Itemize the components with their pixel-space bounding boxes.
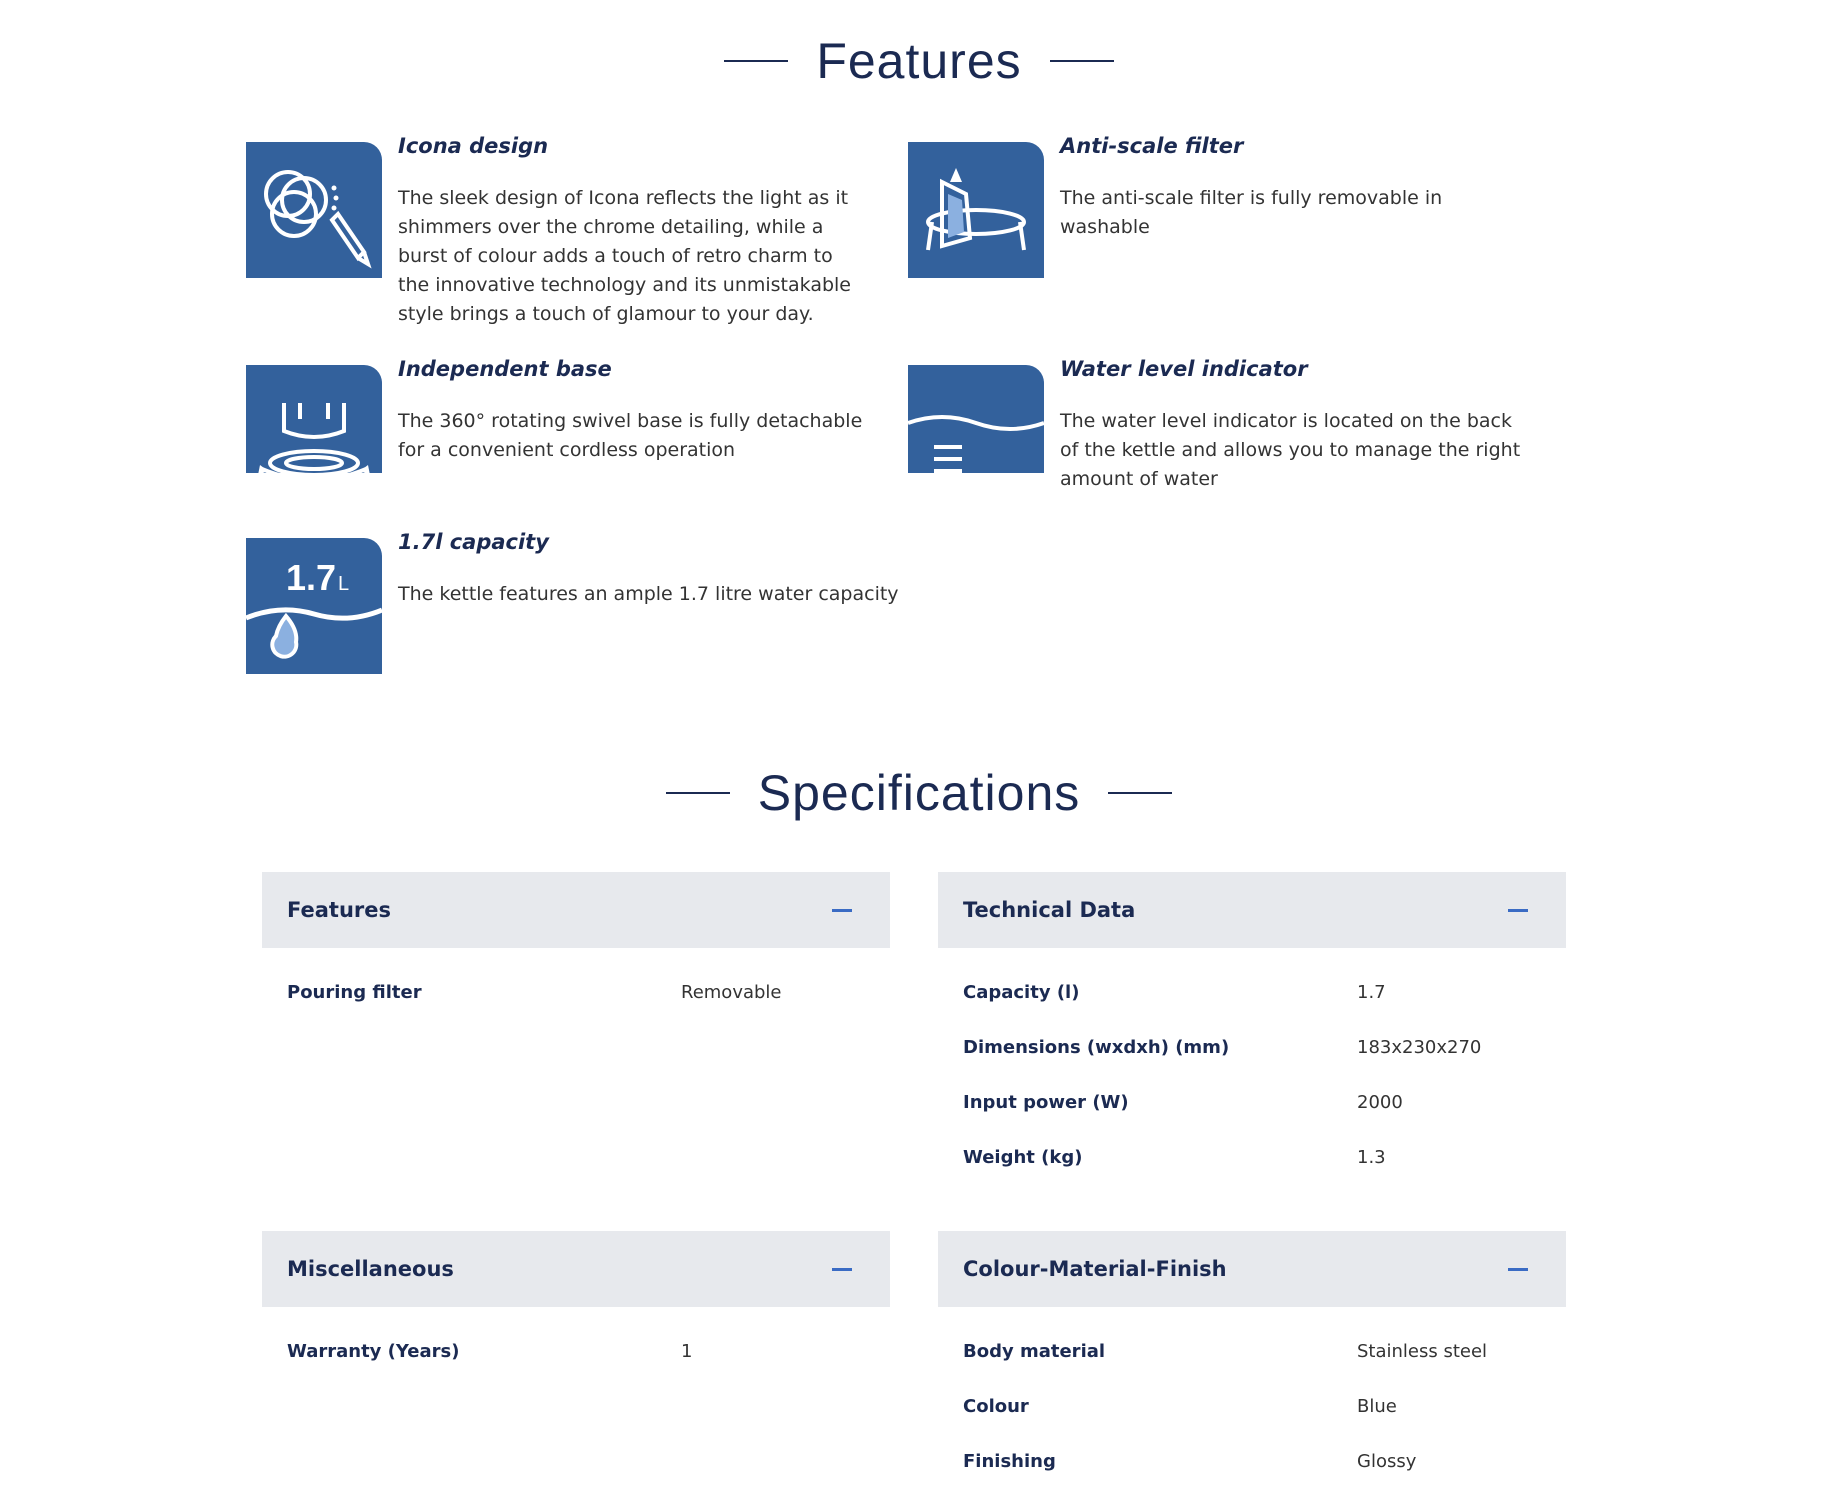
feature-title: Water level indicator <box>1060 357 1308 381</box>
spec-row <box>938 1092 1566 1147</box>
spec-panel-header[interactable] <box>938 872 1566 948</box>
spec-panel-colour-material-finish <box>938 1231 1566 1506</box>
spec-value: Blue <box>1357 1396 1397 1417</box>
specifications-section-title <box>0 748 1838 822</box>
title-rule-left <box>666 792 730 794</box>
spec-value: 1.7 <box>1357 982 1386 1003</box>
water-level-icon <box>908 365 1044 473</box>
feature-item-capacity <box>246 530 926 700</box>
spec-label: Warranty (Years) <box>287 1341 460 1362</box>
capacity-icon-value: 1.7 <box>286 557 337 598</box>
spec-label: Capacity (l) <box>963 982 1080 1003</box>
filter-icon <box>908 142 1044 278</box>
swivel-base-icon <box>246 365 382 473</box>
specifications-title-text: Specifications <box>757 765 1081 821</box>
spec-label: Body material <box>963 1341 1106 1362</box>
spec-value: 183x230x270 <box>1357 1037 1482 1058</box>
feature-title: Icona design <box>398 134 549 158</box>
spec-value: Removable <box>681 982 782 1003</box>
title-rule-left <box>724 60 788 62</box>
spec-value: 2000 <box>1357 1092 1403 1113</box>
spec-row <box>262 982 890 1037</box>
minus-icon[interactable] <box>1508 1268 1528 1271</box>
spec-row <box>938 982 1566 1037</box>
spec-row <box>262 1341 890 1396</box>
spec-row <box>938 1037 1566 1092</box>
minus-icon[interactable] <box>832 1268 852 1271</box>
spec-label: Input power (W) <box>963 1092 1129 1113</box>
spec-panel-header[interactable] <box>262 872 890 948</box>
spec-panel-header[interactable] <box>938 1231 1566 1307</box>
spec-panel-title: Miscellaneous <box>287 1257 454 1281</box>
features-section-title <box>0 16 1838 90</box>
feature-description: The anti-scale filter is fully removable in washable <box>1060 187 1443 238</box>
spec-row <box>938 1341 1566 1396</box>
spec-panel-title: Technical Data <box>963 898 1136 922</box>
spec-row <box>938 1451 1566 1506</box>
spec-value: 1 <box>681 1341 693 1362</box>
spec-value: Stainless steel <box>1357 1341 1488 1362</box>
spec-label: Colour <box>963 1396 1029 1417</box>
spec-value: Glossy <box>1357 1451 1417 1472</box>
feature-description: The water level indicator is located on the back of the kettle and allows you to manage the right amount of water <box>1060 410 1521 490</box>
spec-row <box>938 1147 1566 1202</box>
feature-title: 1.7l capacity <box>398 530 549 554</box>
minus-icon[interactable] <box>832 909 852 912</box>
capacity-icon <box>246 538 382 674</box>
spec-panel-features <box>262 872 890 1037</box>
spec-panel-title: Features <box>287 898 391 922</box>
spec-panel-technical-data <box>938 872 1566 1202</box>
feature-description: The kettle features an ample 1.7 litre water capacity <box>398 583 899 605</box>
feature-item-independent-base <box>246 357 886 477</box>
spec-panel-miscellaneous <box>262 1231 890 1396</box>
title-rule-right <box>1108 792 1172 794</box>
spec-label: Pouring filter <box>287 982 422 1003</box>
spec-value: 1.3 <box>1357 1147 1386 1168</box>
feature-item-icona-design <box>246 134 886 334</box>
spec-panel-header[interactable] <box>262 1231 890 1307</box>
feature-description: The 360° rotating swivel base is fully detachable for a convenient cordless operation <box>398 410 863 461</box>
feature-item-water-level-indicator <box>908 357 1548 490</box>
features-title-text: Features <box>816 33 1022 89</box>
feature-title: Independent base <box>398 357 612 381</box>
spec-row <box>938 1396 1566 1451</box>
feature-title: Anti-scale filter <box>1060 134 1244 158</box>
spec-label: Dimensions (wxdxh) (mm) <box>963 1037 1230 1058</box>
feature-item-anti-scale-filter <box>908 134 1548 334</box>
spec-label: Weight (kg) <box>963 1147 1083 1168</box>
minus-icon[interactable] <box>1508 909 1528 912</box>
title-rule-right <box>1050 60 1114 62</box>
spec-label: Finishing <box>963 1451 1056 1472</box>
capacity-icon-unit: L <box>338 573 350 595</box>
design-rings-pencil-icon <box>246 142 382 278</box>
feature-description: The sleek design of Icona reflects the light as it shimmers over the chrome detailing, while a burst of colour adds a touch of retro charm to the innovative technology and its unmistakable style brings a touch of glamour to your day. <box>398 187 851 325</box>
spec-panel-title: Colour-Material-Finish <box>963 1257 1227 1281</box>
